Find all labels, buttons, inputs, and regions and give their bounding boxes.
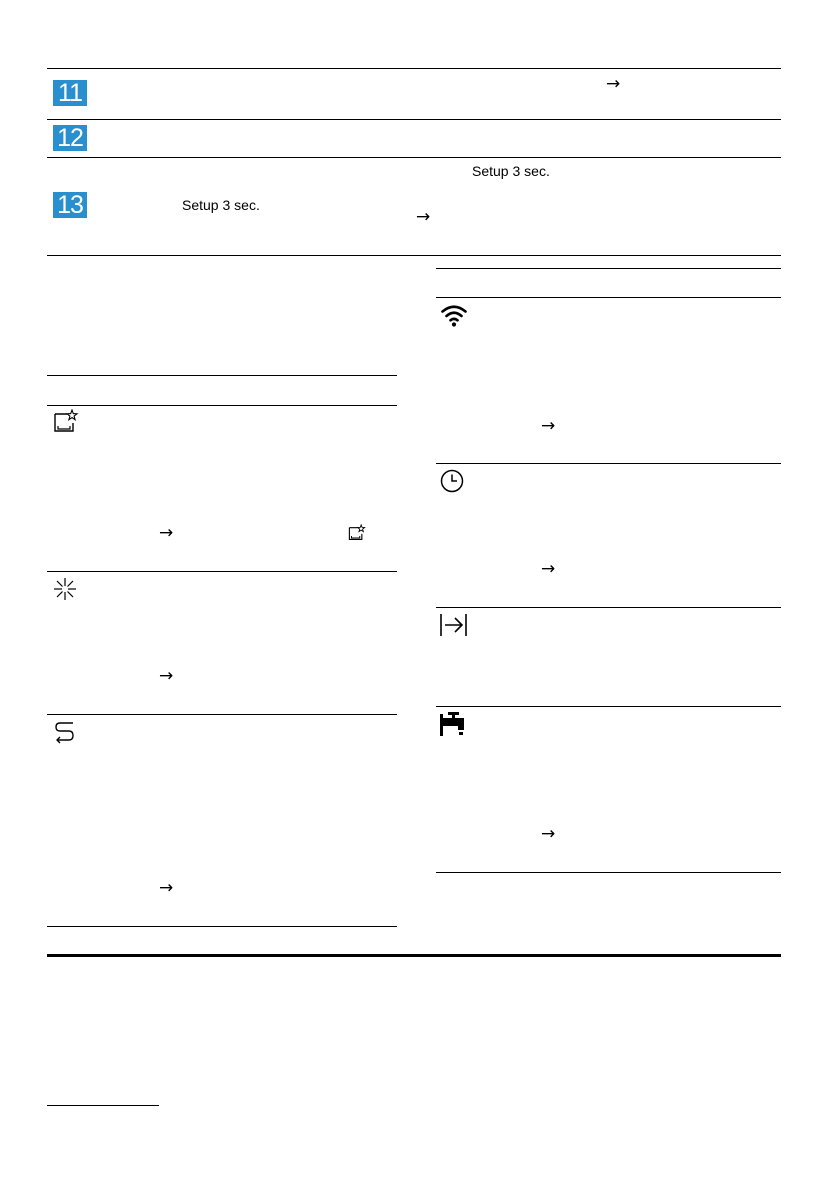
wifi-icon [440, 303, 468, 327]
table-rule [436, 706, 781, 707]
table-rule [47, 157, 781, 158]
arrow: → [541, 416, 556, 436]
section-divider [47, 954, 781, 957]
arrow: → [159, 878, 174, 898]
delay-start-icon [440, 469, 464, 493]
setup-label: Setup 3 sec. [182, 197, 260, 213]
table-rule [436, 607, 781, 608]
table-rule [436, 297, 781, 298]
badge-11: 11 [53, 80, 87, 106]
arrow: → [416, 207, 431, 227]
table-rule [47, 255, 781, 256]
arrow: → [159, 523, 174, 543]
footnote-rule [47, 1105, 159, 1106]
arrow: → [541, 824, 556, 844]
setup-label: Setup 3 sec. [472, 163, 550, 179]
arrow: → [606, 74, 621, 94]
hygiene-icon [53, 577, 77, 601]
speed-icon [439, 613, 469, 637]
table-rule [47, 68, 781, 69]
table-rule [47, 926, 397, 927]
badge-12: 12 [53, 125, 87, 151]
table-rule [47, 571, 397, 572]
intensive-zone-icon [53, 720, 77, 744]
extra-dry-icon [348, 524, 366, 541]
table-rule [47, 375, 397, 376]
table-rule [436, 872, 781, 873]
table-rule [436, 463, 781, 464]
arrow: → [541, 559, 556, 579]
table-rule [47, 714, 397, 715]
water-tap-icon [439, 711, 469, 737]
table-rule [47, 405, 397, 406]
table-rule [47, 119, 781, 120]
extra-dry-icon [53, 409, 79, 433]
table-rule [436, 268, 781, 269]
badge-13: 13 [53, 192, 87, 218]
arrow: → [159, 666, 174, 686]
